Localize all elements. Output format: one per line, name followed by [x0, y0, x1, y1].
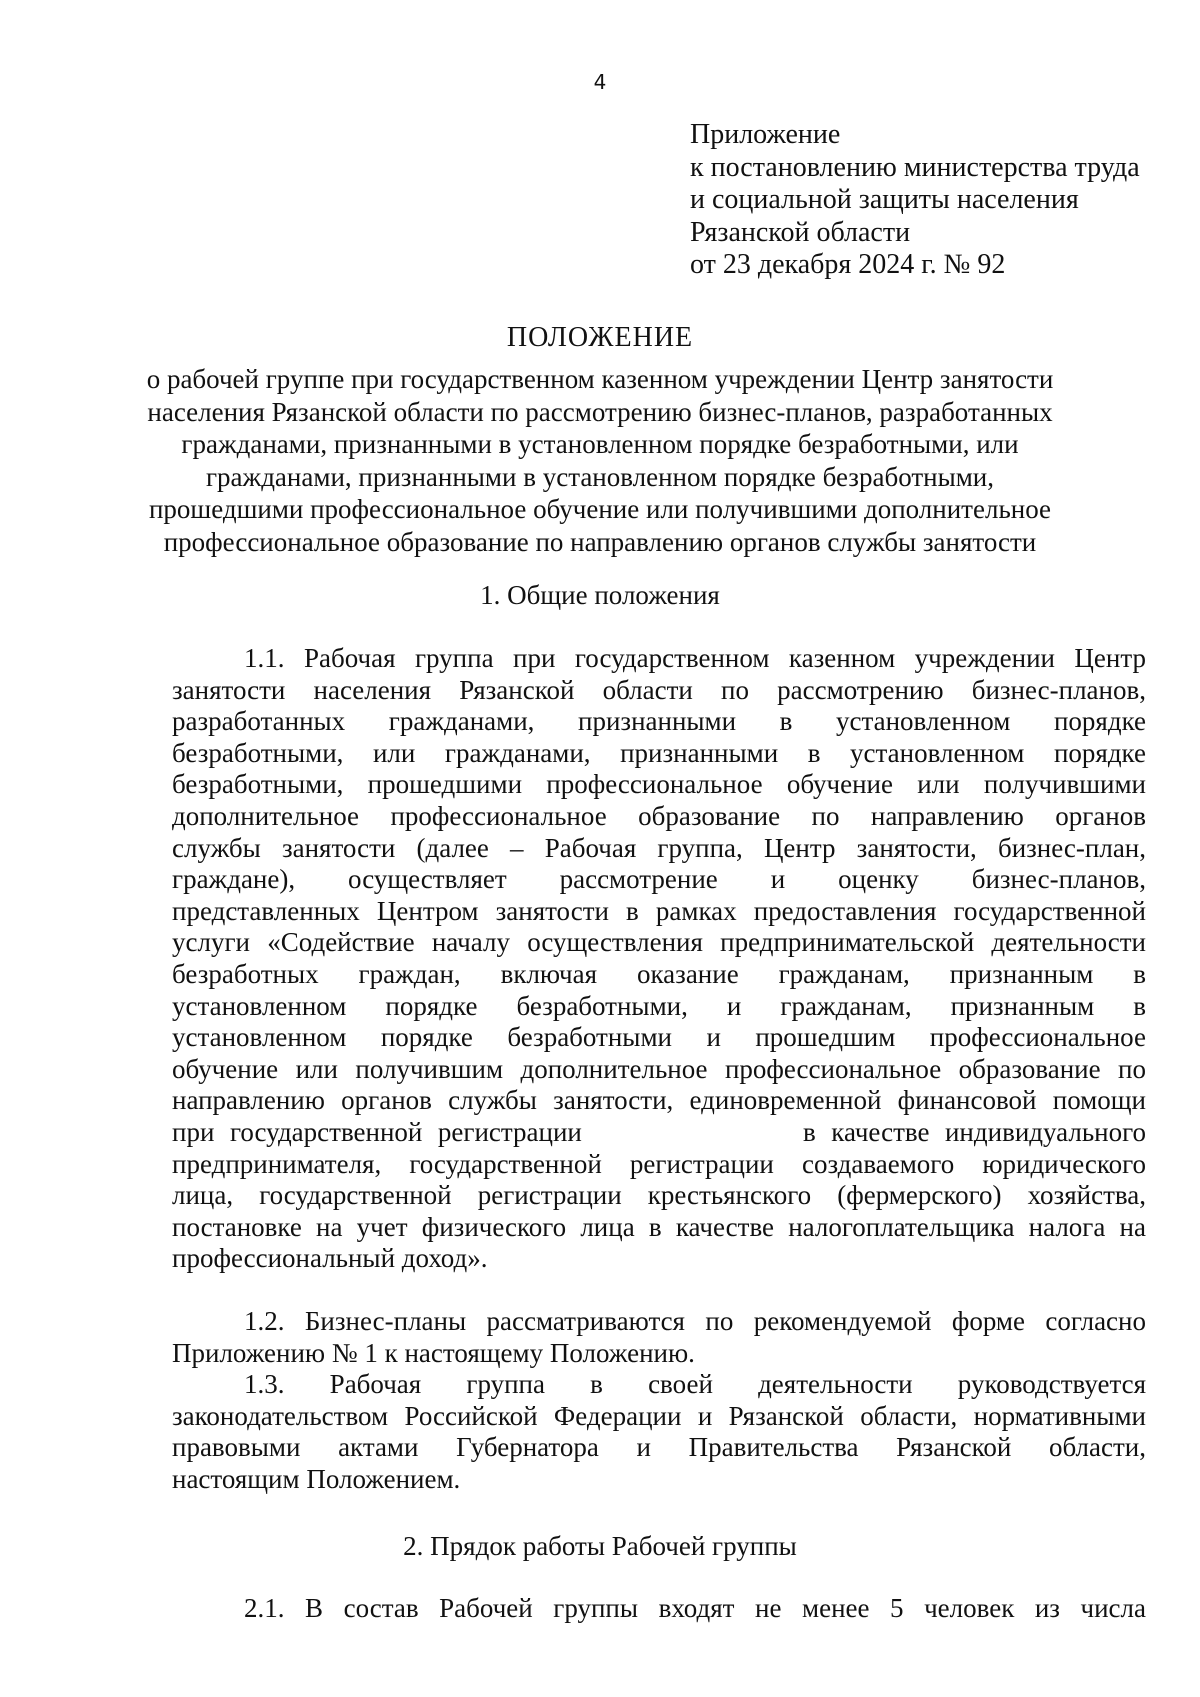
appendix-line: Приложение — [690, 119, 841, 150]
paragraph-line: занятости населения Рязанской области по рассмотрению бизнес-планов, — [172, 674, 1146, 705]
appendix-line: Рязанской области — [690, 216, 911, 248]
paragraph-line: 2.1. В состав Рабочей группы входят не менее 5 человек из числа — [244, 1593, 1146, 1623]
paragraph-2-1 — [172, 1593, 1146, 1625]
subtitle-line: прошедшими профессиональное обучение или получившими дополнительное — [148, 494, 1052, 524]
subtitle-line: населения Рязанской области по рассмотрению бизнес-планов, разработанных — [147, 396, 1053, 427]
page-number: 4 — [593, 70, 607, 94]
paragraph-line: обучение или получившим дополнительное профессиональное образование по — [172, 1053, 1146, 1084]
paragraph-1-2 — [172, 1306, 1146, 1369]
paragraph-line: законодательством Российской Федерации и Рязанской области, нормативными — [172, 1400, 1146, 1431]
paragraph-line — [172, 1117, 1146, 1149]
paragraph-line: дополнительное профессиональное образование по направлению органов — [172, 800, 1146, 831]
paragraph-1-1 — [172, 643, 1146, 1275]
paragraph-line: безработными, прошедшими профессиональное обучение или получившими — [172, 769, 1146, 800]
paragraph-line: Приложению № 1 к настоящему Положению. — [172, 1337, 695, 1368]
line-fragment: в качестве индивидуального — [802, 1116, 1147, 1147]
line-fragment: при государственной регистрации — [172, 1116, 582, 1147]
subtitle-line: гражданами, признанными в установленном порядке безработными, или — [181, 429, 1019, 459]
paragraph-line: безработных граждан, включая оказание гражданам, признанным в — [172, 958, 1146, 989]
paragraph-line: разработанных гражданами, признанными в установленном порядке — [172, 706, 1146, 737]
paragraph-line: услуги «Содействие началу осуществления предпринимательской деятельности — [172, 927, 1146, 958]
paragraph-line: профессиональный доход». — [172, 1243, 488, 1274]
paragraph-line: представленных Центром занятости в рамках предоставления государственной — [172, 895, 1146, 926]
appendix-line: к постановлению министерства труда — [690, 151, 1140, 183]
paragraph-line: 1.2. Бизнес-планы рассматриваются по рекомендуемой форме согласно — [244, 1306, 1146, 1336]
paragraph-line: постановке на учет физического лица в качестве налогоплательщика налога на — [172, 1211, 1146, 1242]
section-2-heading: 2. Прядок работы Рабочей группы — [403, 1531, 797, 1561]
paragraph-line: правовыми актами Губернатора и Правительства Рязанской области, — [172, 1432, 1146, 1463]
paragraph-line: безработными, или гражданами, признанными в установленном порядке — [172, 737, 1146, 768]
paragraph-1-3 — [172, 1369, 1146, 1495]
subtitle-line: профессиональное образование по направлению органов службы занятости — [163, 526, 1037, 557]
appendix-block — [690, 119, 1170, 282]
appendix-line: и социальной защиты населения — [690, 184, 1079, 215]
subtitle-line: гражданами, признанными в установленном порядке безработными, — [205, 461, 995, 492]
paragraph-line: предпринимателя, государственной регистрации создаваемого юридического — [172, 1148, 1146, 1179]
paragraph-line: 1.3. Рабочая группа в своей деятельности руководствуется — [244, 1369, 1146, 1399]
paragraph-line: службы занятости (далее – Рабочая группа, Центр занятости, бизнес-план, — [172, 832, 1146, 863]
document-subtitle — [100, 363, 1100, 558]
paragraph-line: 1.1. Рабочая группа при государственном казенном учреждении Центр — [244, 643, 1146, 673]
paragraph-line: граждане), осуществляет рассмотрение и оценку бизнес-планов, — [172, 864, 1146, 895]
subtitle-line: о рабочей группе при государственном казенном учреждении Центр занятости — [146, 364, 1054, 394]
paragraph-line: лица, государственной регистрации крестьянского (фермерского) хозяйства, — [172, 1180, 1146, 1211]
paragraph-line: установленном порядке безработными и прошедшим профессиональное — [172, 1022, 1146, 1053]
paragraph-line: направлению органов службы занятости, единовременной финансовой помощи — [172, 1085, 1146, 1116]
paragraph-line: настоящим Положением. — [172, 1463, 461, 1494]
section-1-heading: 1. Общие положения — [480, 580, 720, 610]
document-title: ПОЛОЖЕНИЕ — [506, 322, 694, 353]
paragraph-line: установленном порядке безработными, и гражданам, признанным в — [172, 990, 1146, 1021]
appendix-line: от 23 декабря 2024 г. № 92 — [690, 249, 1006, 280]
